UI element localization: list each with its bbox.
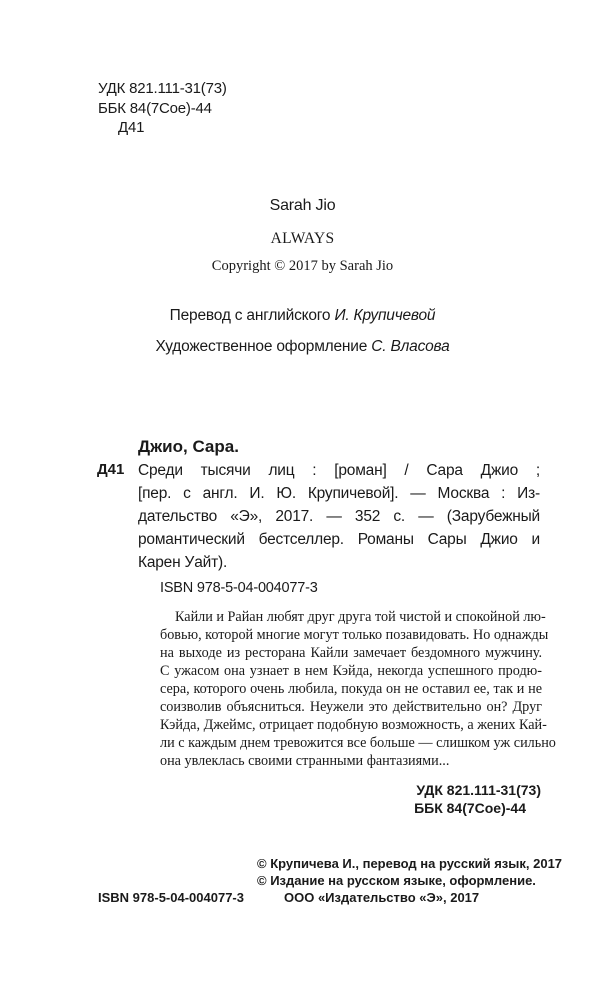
udk-code: УДК 821.111-31(73) [98,80,227,97]
annotation-line: ли с каждым днем тревожится все больше — слишком уж сильно [160,735,556,751]
original-title: ALWAYS [270,230,335,247]
translation-credit [0,307,605,325]
translation-prefix: Перевод с английского [169,307,331,324]
bottom-bbk-code: ББК 84(7Сое)-44 [414,800,526,816]
original-copyright: Copyright © 2017 by Sarah Jio [211,258,394,274]
annotation-line: бовью, которой многие могут только позавидовать. Но однажды [160,627,549,643]
annotation-line: соизволив объясниться. Неужели это действительно он? Друг [160,699,542,715]
annotation-line: С ужасом она узнает в нем Кэйда, некогда успешного продю- [160,663,542,679]
copyright-edition: © Издание на русском языке, оформление. [257,873,536,888]
annotation-line: на выходе из ресторана Кайли замечает бездомного мужчину. [160,645,542,661]
catalog-isbn: ISBN 978-5-04-004077-3 [160,580,318,596]
catalog-code: Д41 [97,461,125,478]
original-author: Sarah Jio [269,197,336,214]
annotation-line: Кэйда, Джеймс, отрицает подобную возможность, а жених Кай- [160,717,547,733]
catalog-line: Среди тысячи лиц : [роман] / Сара Джио ; [138,462,540,479]
copyright-translation: © Крупичева И., перевод на русский язык, 2017 [257,856,563,871]
designer-name: С. Власова [371,338,450,355]
catalog-line: [пер. с англ. И. Ю. Крупичевой]. — Москва : Из- [138,485,540,502]
annotation-line: сера, которого очень любила, покуда он не оставил ее, так и не [160,681,542,697]
author-sign-code: Д41 [118,119,145,136]
catalog-line: романтический бестселлер. Романы Сары Джио и [138,531,540,548]
design-prefix: Художественное оформление [155,338,368,355]
translator-name: И. Крупичевой [334,307,436,324]
catalog-heading: Джио, Сара. [138,437,239,456]
annotation-line: она увлеклась своими странными фантазиями... [160,753,450,769]
catalog-line: Карен Уайт). [138,554,228,571]
bottom-isbn: ISBN 978-5-04-004077-3 [98,890,244,905]
design-credit [0,338,605,356]
bottom-udk-code: УДК 821.111-31(73) [416,782,541,798]
bbk-code: ББК 84(7Сое)-44 [98,100,212,117]
annotation-line: Кайли и Райан любят друг друга той чистой и спокойной лю- [175,609,546,625]
catalog-line: дательство «Э», 2017. — 352 с. — (Зарубежный [138,508,540,525]
copyright-publisher: ООО «Издательство «Э», 2017 [284,890,480,905]
